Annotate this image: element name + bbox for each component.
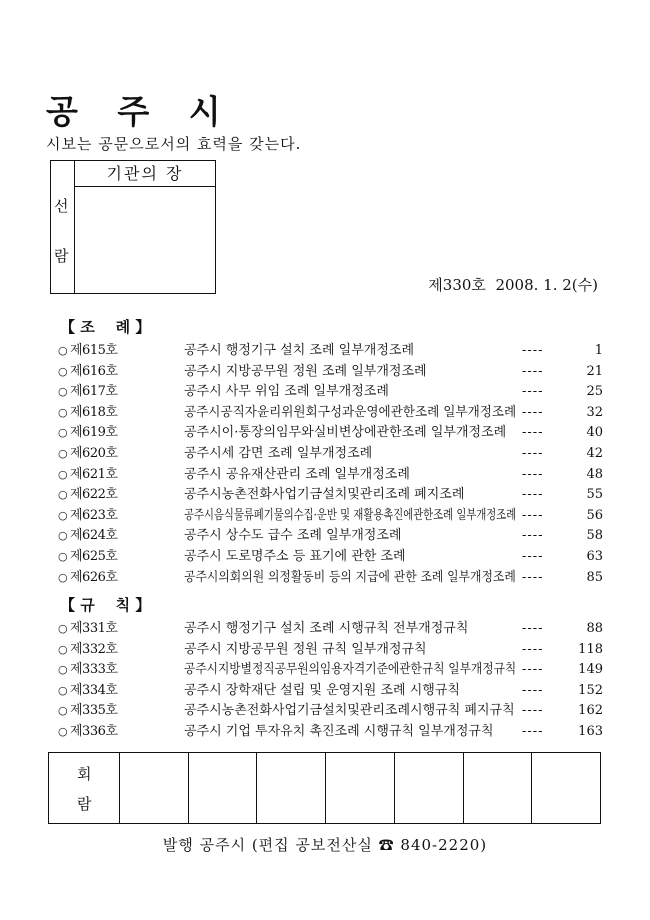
page-title: 공 주 시 xyxy=(46,92,235,131)
item-title: 공주시음식물류폐기물의수집·운반 및 재활용촉진에관한조례 일부개정조례 xyxy=(184,507,517,523)
list-item xyxy=(58,362,603,383)
review-box xyxy=(48,752,601,824)
item-number: 제621호 xyxy=(70,466,118,482)
item-leader: ---- xyxy=(522,466,544,482)
list-item xyxy=(58,701,603,722)
bullet-icon: ○ xyxy=(58,426,68,440)
item-title: 공주시농촌전화사업기금설치및관리조례 폐지조례 xyxy=(184,487,465,503)
item-number: 제622호 xyxy=(70,487,118,503)
review-cell xyxy=(120,753,189,823)
list-item xyxy=(58,640,603,661)
item-title: 공주시 기업 투자유치 촉진조례 시행규칙 일부개정규칙 xyxy=(184,723,494,739)
item-leader: ---- xyxy=(522,621,544,636)
list-item xyxy=(58,660,603,681)
item-number: 제619호 xyxy=(70,425,118,441)
section-heading-rules: 【 규 칙 】 xyxy=(60,596,151,614)
item-page: 58 xyxy=(586,528,603,544)
item-title: 공주시 지방공무원 정원 조례 일부개정조례 xyxy=(184,363,427,379)
item-page: 152 xyxy=(578,682,603,698)
item-leader: ---- xyxy=(522,682,544,698)
list-item xyxy=(58,465,603,486)
item-number: 제333호 xyxy=(70,662,118,678)
approval-header: 기관의 장 xyxy=(75,161,215,187)
item-leader: ---- xyxy=(522,384,544,400)
approval-box xyxy=(50,160,216,294)
item-number: 제620호 xyxy=(70,445,118,461)
item-title: 공주시세 감면 조례 일부개정조례 xyxy=(184,445,373,461)
item-title: 공주시이·통장의임무와실비변상에관한조례 일부개정조례 xyxy=(184,425,507,441)
rule-list xyxy=(58,619,603,743)
item-number: 제617호 xyxy=(70,384,118,400)
bullet-icon: ○ xyxy=(58,622,68,635)
item-leader: ---- xyxy=(522,548,544,564)
item-title: 공주시공직자윤리위원회구성과운영에관한조례 일부개정조례 xyxy=(184,404,517,420)
item-page: 56 xyxy=(586,507,603,523)
review-label-char: 회 xyxy=(77,765,92,783)
review-cell xyxy=(189,753,258,823)
review-label-char: 람 xyxy=(77,795,92,813)
review-cell xyxy=(257,753,326,823)
item-number: 제335호 xyxy=(70,703,118,719)
issue-number: 제330호 xyxy=(428,276,486,294)
list-item xyxy=(58,526,603,547)
item-leader: ---- xyxy=(522,445,544,461)
item-page: 88 xyxy=(586,621,603,636)
item-title: 공주시 지방공무원 정원 규칙 일부개정규칙 xyxy=(184,641,427,657)
item-title: 공주시 공유재산관리 조례 일부개정조례 xyxy=(184,466,410,482)
review-cell xyxy=(532,753,600,823)
item-title: 공주시 사무 위임 조례 일부개정조례 xyxy=(184,384,389,400)
item-leader: ---- xyxy=(522,703,544,719)
list-item xyxy=(58,341,603,362)
item-number: 제624호 xyxy=(70,528,118,544)
bullet-icon: ○ xyxy=(58,663,68,677)
item-number: 제625호 xyxy=(70,548,118,564)
item-title: 공주시의회의원 의정활동비 등의 지급에 관한 조례 일부개정조례 xyxy=(184,569,516,585)
item-title: 공주시 장학재단 설립 및 운영지원 조례 시행규칙 xyxy=(184,682,460,698)
item-title: 공주시 도로명주소 등 표기에 관한 조례 xyxy=(184,548,406,564)
list-item xyxy=(58,722,603,743)
item-number: 제626호 xyxy=(70,569,118,585)
item-number: 제331호 xyxy=(70,621,118,636)
item-page: 40 xyxy=(586,425,603,441)
list-item xyxy=(58,444,603,465)
page-subtitle: 시보는 공문으로서의 효력을 갖는다. xyxy=(46,135,302,153)
item-page: 48 xyxy=(586,466,603,482)
item-leader: ---- xyxy=(522,528,544,544)
review-cell xyxy=(395,753,464,823)
item-page: 32 xyxy=(586,404,603,420)
section-heading-ordinances: 【 조 례 】 xyxy=(60,318,151,336)
list-item xyxy=(58,382,603,403)
item-title: 공주시 행정기구 설치 조례 시행규칙 전부개정규칙 xyxy=(184,621,469,636)
item-leader: ---- xyxy=(522,487,544,503)
list-item xyxy=(58,506,603,527)
item-leader: ---- xyxy=(522,569,544,585)
bullet-icon: ○ xyxy=(58,385,68,399)
item-page: 85 xyxy=(586,569,603,585)
item-number: 제336호 xyxy=(70,723,118,739)
bullet-icon: ○ xyxy=(58,642,68,656)
item-leader: ---- xyxy=(522,363,544,379)
bullet-icon: ○ xyxy=(58,508,68,522)
item-leader: ---- xyxy=(522,425,544,441)
item-page: 25 xyxy=(586,384,603,400)
issue-info xyxy=(428,274,598,295)
item-number: 제616호 xyxy=(70,363,118,379)
item-page: 149 xyxy=(578,662,603,678)
bullet-icon: ○ xyxy=(58,364,68,378)
list-item xyxy=(58,681,603,702)
approval-side-label xyxy=(51,161,75,293)
item-leader: ---- xyxy=(522,404,544,420)
item-title: 공주시 상수도 급수 조례 일부개정조례 xyxy=(184,528,402,544)
item-page: 1 xyxy=(594,343,603,358)
list-item xyxy=(58,568,603,589)
ordinance-list xyxy=(58,341,603,588)
item-page: 42 xyxy=(586,445,603,461)
review-label xyxy=(49,753,120,823)
list-item xyxy=(58,619,603,640)
bullet-icon: ○ xyxy=(58,704,68,718)
issue-date: 2008. 1. 2(수) xyxy=(495,276,598,294)
item-number: 제334호 xyxy=(70,682,118,698)
item-leader: ---- xyxy=(522,507,544,523)
bullet-icon: ○ xyxy=(58,570,68,584)
approval-side-char: 람 xyxy=(54,247,69,265)
item-page: 63 xyxy=(586,548,603,564)
bullet-icon: ○ xyxy=(58,529,68,543)
item-title: 공주시농촌전화사업기금설치및관리조례시행규칙 폐지규칙 xyxy=(184,703,515,719)
item-number: 제623호 xyxy=(70,507,118,523)
item-title: 공주시지방별정직공무원의임용자격기준에관한규칙 일부개정규칙 xyxy=(184,662,517,678)
item-leader: ---- xyxy=(522,641,544,657)
bullet-icon: ○ xyxy=(58,446,68,460)
bullet-icon: ○ xyxy=(58,467,68,481)
bullet-icon: ○ xyxy=(58,724,68,738)
item-page: 55 xyxy=(586,487,603,503)
review-cell xyxy=(464,753,533,823)
item-page: 21 xyxy=(586,363,603,379)
item-leader: ---- xyxy=(522,662,544,678)
list-item xyxy=(58,485,603,506)
item-number: 제618호 xyxy=(70,404,118,420)
review-cell xyxy=(326,753,395,823)
bullet-icon: ○ xyxy=(58,344,68,357)
bullet-icon: ○ xyxy=(58,405,68,419)
item-page: 162 xyxy=(578,703,603,719)
list-item xyxy=(58,403,603,424)
bullet-icon: ○ xyxy=(58,549,68,563)
bullet-icon: ○ xyxy=(58,683,68,697)
item-leader: ---- xyxy=(522,723,544,739)
list-item xyxy=(58,423,603,444)
list-item xyxy=(58,547,603,568)
item-number: 제332호 xyxy=(70,641,118,657)
bullet-icon: ○ xyxy=(58,488,68,502)
item-number: 제615호 xyxy=(70,343,118,358)
item-leader: ---- xyxy=(522,343,544,358)
approval-side-char: 선 xyxy=(54,197,69,215)
item-title: 공주시 행정기구 설치 조례 일부개정조례 xyxy=(184,343,415,358)
footer-publisher: 발행 공주시 (편집 공보전산실 ☎ 840-2220) xyxy=(162,836,488,854)
item-page: 118 xyxy=(578,641,603,657)
item-page: 163 xyxy=(578,723,603,739)
